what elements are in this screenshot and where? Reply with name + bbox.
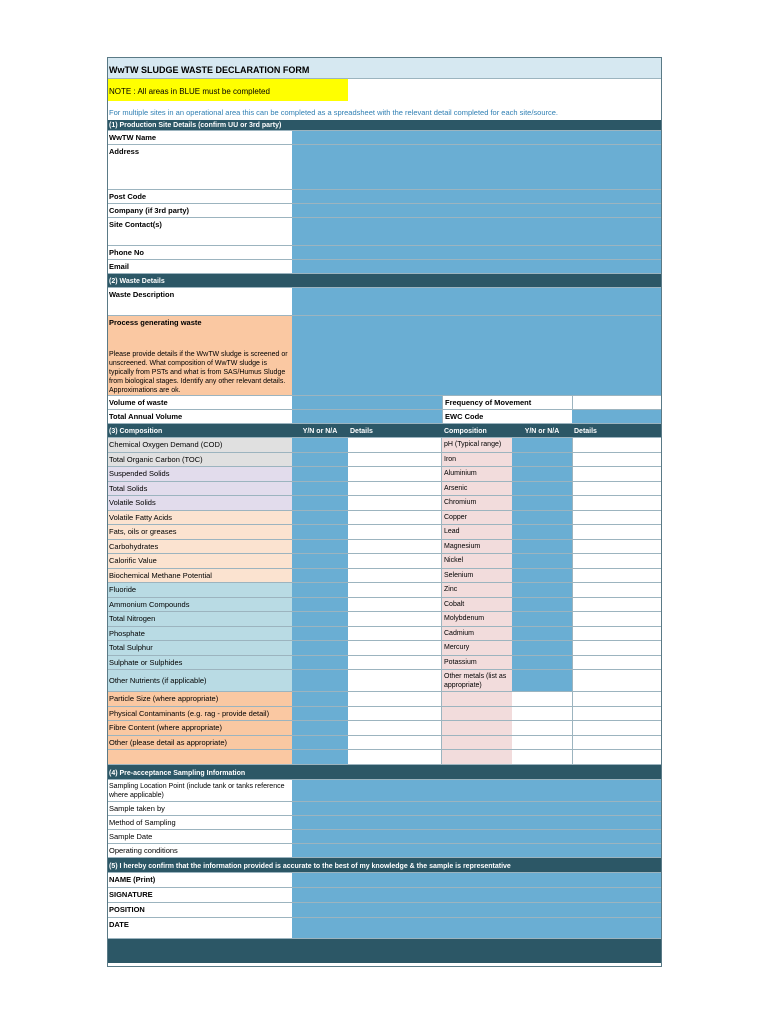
composition-left-yn-input[interactable] <box>292 511 348 525</box>
composition-left-details-input[interactable] <box>348 750 442 764</box>
composition-right-label: Cadmium <box>442 627 512 641</box>
site-contact-row <box>107 218 662 246</box>
conditions-input[interactable] <box>292 844 662 857</box>
composition-right-yn-input[interactable] <box>512 598 572 612</box>
composition-right-yn-input[interactable] <box>512 554 572 568</box>
composition-left-details-input[interactable] <box>348 482 442 496</box>
composition-right-yn-input[interactable] <box>512 525 572 539</box>
composition-row <box>107 670 662 692</box>
company-row <box>107 204 662 218</box>
composition-right-yn-input[interactable] <box>512 707 572 721</box>
composition-row <box>107 482 662 497</box>
composition-left-yn-input[interactable] <box>292 598 348 612</box>
method-row <box>107 816 662 830</box>
composition-right-yn-input[interactable] <box>512 736 572 750</box>
method-label: Method of Sampling <box>107 816 292 829</box>
composition-left-label: Fluoride <box>107 583 292 597</box>
composition-left-label: Biochemical Methane Potential <box>107 569 292 583</box>
composition-right-label <box>442 692 512 706</box>
phone-label: Phone No <box>107 246 292 259</box>
composition-right-label <box>442 750 512 764</box>
composition-right-label <box>442 721 512 735</box>
composition-left-label <box>107 750 292 764</box>
composition-left-label: Calorific Value <box>107 554 292 568</box>
company-label: Company (if 3rd party) <box>107 204 292 217</box>
composition-left-details-input[interactable] <box>348 670 442 691</box>
composition-right-details-input[interactable] <box>572 438 662 452</box>
composition-left-yn-input[interactable] <box>292 641 348 655</box>
section2-title: (2) Waste Details <box>109 278 165 285</box>
date-row <box>107 918 662 939</box>
sample-by-row <box>107 802 662 816</box>
process-input[interactable] <box>292 316 662 331</box>
details-header-right: Details <box>574 428 597 435</box>
volume-input[interactable] <box>292 396 442 409</box>
composition-left-yn-input[interactable] <box>292 482 348 496</box>
sampling-point-label: Sampling Location Point (include tank or tanks reference where applicable) <box>107 780 292 801</box>
composition-right-yn-input[interactable] <box>512 496 572 510</box>
postcode-input[interactable] <box>292 190 662 203</box>
composition-right-label: Arsenic <box>442 482 512 496</box>
composition-right-details-input[interactable] <box>572 692 662 706</box>
signature-row <box>107 888 662 903</box>
composition-left-yn-input[interactable] <box>292 656 348 670</box>
conditions-label: Operating conditions <box>107 844 292 857</box>
composition-right-details-input[interactable] <box>572 612 662 626</box>
composition-right-label: Potassium <box>442 656 512 670</box>
composition-left-yn-input[interactable] <box>292 525 348 539</box>
composition-left-details-input[interactable] <box>348 612 442 626</box>
composition-left-yn-input[interactable] <box>292 438 348 452</box>
composition-left-label: Phosphate <box>107 627 292 641</box>
composition-left-label: Volatile Fatty Acids <box>107 511 292 525</box>
position-row <box>107 903 662 918</box>
phone-row <box>107 246 662 260</box>
composition-left-label: Other (please detail as appropriate) <box>107 736 292 750</box>
composition-right-details-input[interactable] <box>572 511 662 525</box>
composition-left-yn-input[interactable] <box>292 453 348 467</box>
composition-left-details-input[interactable] <box>348 721 442 735</box>
composition-left-label: Physical Contaminants (e.g. rag - provide detail) <box>107 707 292 721</box>
site-contact-label: Site Contact(s) <box>107 218 292 245</box>
composition-right-details-input[interactable] <box>572 496 662 510</box>
composition-right-label: Selenium <box>442 569 512 583</box>
composition-right-label: Chromium <box>442 496 512 510</box>
composition-row <box>107 692 662 707</box>
composition-left-details-input[interactable] <box>348 554 442 568</box>
section1-title: (1) Production Site Details (confirm UU or 3rd party) <box>109 122 282 129</box>
waste-description-input[interactable] <box>292 288 662 315</box>
composition-left-details-input[interactable] <box>348 525 442 539</box>
waste-description-label: Waste Description <box>107 288 292 315</box>
section5-header <box>107 858 662 873</box>
position-label: POSITION <box>107 903 292 917</box>
sample-date-row <box>107 830 662 844</box>
composition-row <box>107 750 662 765</box>
date-label: DATE <box>107 918 292 938</box>
composition-right-details-input[interactable] <box>572 627 662 641</box>
frequency-label: Frequency of Movement <box>442 396 572 409</box>
conditions-row <box>107 844 662 858</box>
composition-left-label: Other Nutrients (if applicable) <box>107 670 292 691</box>
composition-right-label: Copper <box>442 511 512 525</box>
composition-row <box>107 554 662 569</box>
composition-row <box>107 707 662 722</box>
composition-right-yn-input[interactable] <box>512 482 572 496</box>
section2-header <box>107 274 662 288</box>
composition-left-label: Total Nitrogen <box>107 612 292 626</box>
composition-right-label: pH (Typical range) <box>442 438 512 452</box>
sludge-note-input[interactable] <box>292 331 662 395</box>
composition-right-yn-input[interactable] <box>512 540 572 554</box>
signature-input[interactable] <box>292 888 662 902</box>
composition-left-details-input[interactable] <box>348 692 442 706</box>
yn-header-left: Y/N or N/A <box>302 428 338 435</box>
process-row <box>107 316 662 331</box>
wwtw-name-label: WwTW Name <box>107 131 292 144</box>
section3-title: (3) Composition <box>109 428 163 435</box>
composition-row <box>107 598 662 613</box>
composition-right-yn-input[interactable] <box>512 453 572 467</box>
name-input[interactable] <box>292 873 662 887</box>
ewc-label: EWC Code <box>442 410 572 423</box>
composition-right-details-input[interactable] <box>572 583 662 597</box>
composition-right-label: Nickel <box>442 554 512 568</box>
section4-title: (4) Pre-acceptance Sampling Information <box>109 769 246 777</box>
address-input[interactable] <box>292 145 662 189</box>
composition-left-yn-input[interactable] <box>292 736 348 750</box>
email-label: Email <box>107 260 292 273</box>
composition-right-yn-input[interactable] <box>512 612 572 626</box>
composition-left-label: Fibre Content (where appropriate) <box>107 721 292 735</box>
company-input[interactable] <box>292 204 662 217</box>
address-row <box>107 145 662 190</box>
email-row <box>107 260 662 274</box>
composition-right-label: Magnesium <box>442 540 512 554</box>
annual-volume-label: Total Annual Volume <box>107 410 292 423</box>
sludge-note-text: Please provide details if the WwTW sludge is screened or unscreened. What composition of WwTW sludge is typically from PSTs and what is from SAS/Humus Sludge from biological stages. Identify any other relevant details. Approximations are ok. <box>107 331 292 395</box>
multi-sites-row <box>107 101 662 120</box>
note-row <box>107 79 662 101</box>
composition-left-details-input[interactable] <box>348 656 442 670</box>
sludge-note-row <box>107 331 662 396</box>
composition-left-label: Total Sulphur <box>107 641 292 655</box>
yn-header-right: Y/N or N/A <box>524 428 560 435</box>
composition-right-details-input[interactable] <box>572 525 662 539</box>
composition-right-details-input[interactable] <box>572 467 662 481</box>
composition-row <box>107 496 662 511</box>
form-title: WwTW SLUDGE WASTE DECLARATION FORM <box>109 65 310 75</box>
composition-left-label: Suspended Solids <box>107 467 292 481</box>
composition-left-yn-input[interactable] <box>292 569 348 583</box>
annual-volume-input[interactable] <box>292 410 442 423</box>
ewc-input[interactable] <box>572 410 662 423</box>
method-input[interactable] <box>292 816 662 829</box>
composition-left-yn-input[interactable] <box>292 670 348 691</box>
composition-left-details-input[interactable] <box>348 707 442 721</box>
composition-left-details-input[interactable] <box>348 598 442 612</box>
frequency-input[interactable] <box>572 396 662 409</box>
composition-left-details-input[interactable] <box>348 438 442 452</box>
composition-right-label <box>442 736 512 750</box>
composition-right-yn-input[interactable] <box>512 583 572 597</box>
sample-date-label: Sample Date <box>107 830 292 843</box>
composition-right-yn-input[interactable] <box>512 656 572 670</box>
composition-row <box>107 511 662 526</box>
composition-row <box>107 721 662 736</box>
composition-right-yn-input[interactable] <box>512 670 572 691</box>
composition-right-details-input[interactable] <box>572 598 662 612</box>
composition-right-label: Zinc <box>442 583 512 597</box>
composition-left-yn-input[interactable] <box>292 554 348 568</box>
composition-right-yn-input[interactable] <box>512 721 572 735</box>
composition-left-yn-input[interactable] <box>292 612 348 626</box>
composition-left-details-input[interactable] <box>348 467 442 481</box>
signature-label: SIGNATURE <box>107 888 292 902</box>
composition-right-yn-input[interactable] <box>512 627 572 641</box>
sample-by-input[interactable] <box>292 802 662 815</box>
composition-left-label: Volatile Solids <box>107 496 292 510</box>
composition-right-details-input[interactable] <box>572 707 662 721</box>
wwtw-name-input[interactable] <box>292 131 662 144</box>
composition-left-label: Fats, oils or greases <box>107 525 292 539</box>
name-label: NAME (Print) <box>107 873 292 887</box>
composition-right-yn-input[interactable] <box>512 692 572 706</box>
annual-volume-row <box>107 410 662 424</box>
composition-left-label: Carbohydrates <box>107 540 292 554</box>
composition-right-label: Molybdenum <box>442 612 512 626</box>
composition-right-details-input[interactable] <box>572 540 662 554</box>
composition-table <box>107 438 662 765</box>
composition-left-yn-input[interactable] <box>292 583 348 597</box>
position-input[interactable] <box>292 903 662 917</box>
composition-right-yn-input[interactable] <box>512 511 572 525</box>
postcode-label: Post Code <box>107 190 292 203</box>
composition-row <box>107 656 662 671</box>
composition-left-details-input[interactable] <box>348 627 442 641</box>
composition-row <box>107 540 662 555</box>
composition-right-label: Mercury <box>442 641 512 655</box>
composition-left-yn-input[interactable] <box>292 707 348 721</box>
composition-row <box>107 583 662 598</box>
composition-right-yn-input[interactable] <box>512 641 572 655</box>
site-contact-input[interactable] <box>292 218 662 245</box>
composition-right-details-input[interactable] <box>572 750 662 764</box>
composition-row <box>107 736 662 751</box>
composition-row <box>107 627 662 642</box>
composition-left-details-input[interactable] <box>348 540 442 554</box>
composition-left-label: Sulphate or Sulphides <box>107 656 292 670</box>
composition-right-label: Cobalt <box>442 598 512 612</box>
multi-sites-note: For multiple sites in an operational area this can be completed as a spreadsheet with the relevant detail completed for each site/source. <box>109 108 559 117</box>
composition-left-yn-input[interactable] <box>292 627 348 641</box>
composition-left-details-input[interactable] <box>348 453 442 467</box>
process-label: Process generating waste <box>107 316 292 331</box>
name-row <box>107 873 662 888</box>
volume-label: Volume of waste <box>107 396 292 409</box>
composition-right-label: Lead <box>442 525 512 539</box>
composition-left-label: Chemical Oxygen Demand (COD) <box>107 438 292 452</box>
composition-right-yn-input[interactable] <box>512 750 572 764</box>
section4-header <box>107 765 662 780</box>
composition-left-details-input[interactable] <box>348 511 442 525</box>
title-row <box>107 57 662 79</box>
wwtw-name-row <box>107 131 662 145</box>
composition-left-label: Total Organic Carbon (TOC) <box>107 453 292 467</box>
composition-right-label: Aluminium <box>442 467 512 481</box>
details-header-left: Details <box>350 428 373 435</box>
composition-left-yn-input[interactable] <box>292 496 348 510</box>
address-label: Address <box>107 145 292 189</box>
composition-right-details-input[interactable] <box>572 670 662 691</box>
composition-left-yn-input[interactable] <box>292 692 348 706</box>
composition-right-details-input[interactable] <box>572 482 662 496</box>
composition-left-label: Total Solids <box>107 482 292 496</box>
composition-left-details-input[interactable] <box>348 496 442 510</box>
composition-right-details-input[interactable] <box>572 721 662 735</box>
composition-right-details-input[interactable] <box>572 736 662 750</box>
composition-row <box>107 467 662 482</box>
composition-left-yn-input[interactable] <box>292 750 348 764</box>
composition-left-details-input[interactable] <box>348 641 442 655</box>
composition-left-yn-input[interactable] <box>292 467 348 481</box>
sample-date-input[interactable] <box>292 830 662 843</box>
composition-right-yn-input[interactable] <box>512 569 572 583</box>
composition-left-details-input[interactable] <box>348 583 442 597</box>
composition-row <box>107 612 662 627</box>
composition-right-label <box>442 707 512 721</box>
section3-header <box>107 424 662 438</box>
composition-right-details-input[interactable] <box>572 453 662 467</box>
section5-title: (5) I hereby confirm that the information provided is accurate to the best of my knowledge & the sample is representative <box>109 862 511 870</box>
composition-right-yn-input[interactable] <box>512 467 572 481</box>
volume-row <box>107 396 662 410</box>
composition-row <box>107 453 662 468</box>
section1-header <box>107 120 662 131</box>
composition-right-details-input[interactable] <box>572 656 662 670</box>
date-input[interactable] <box>292 918 662 938</box>
footer-band <box>107 939 662 963</box>
composition-row <box>107 525 662 540</box>
phone-input[interactable] <box>292 246 662 259</box>
sampling-point-row <box>107 780 662 802</box>
composition-right-label: Iron <box>442 453 512 467</box>
composition-left-details-input[interactable] <box>348 736 442 750</box>
composition-left-yn-input[interactable] <box>292 721 348 735</box>
composition-left-label: Ammonium Compounds <box>107 598 292 612</box>
declaration-form <box>107 57 662 963</box>
composition-right-yn-input[interactable] <box>512 438 572 452</box>
sampling-point-input[interactable] <box>292 780 662 801</box>
composition-right-details-input[interactable] <box>572 554 662 568</box>
postcode-row <box>107 190 662 204</box>
composition-left-yn-input[interactable] <box>292 540 348 554</box>
composition-row <box>107 641 662 656</box>
composition-right-details-input[interactable] <box>572 569 662 583</box>
note-text: NOTE : All areas in BLUE must be completed <box>107 79 348 101</box>
email-input[interactable] <box>292 260 662 273</box>
composition-left-label: Particle Size (where appropriate) <box>107 692 292 706</box>
composition-right-label: Other metals (list as appropriate) <box>442 670 512 691</box>
composition-header-right: Composition <box>444 428 487 435</box>
composition-row <box>107 569 662 584</box>
composition-right-details-input[interactable] <box>572 641 662 655</box>
composition-row <box>107 438 662 453</box>
sample-by-label: Sample taken by <box>107 802 292 815</box>
composition-left-details-input[interactable] <box>348 569 442 583</box>
waste-description-row <box>107 288 662 316</box>
